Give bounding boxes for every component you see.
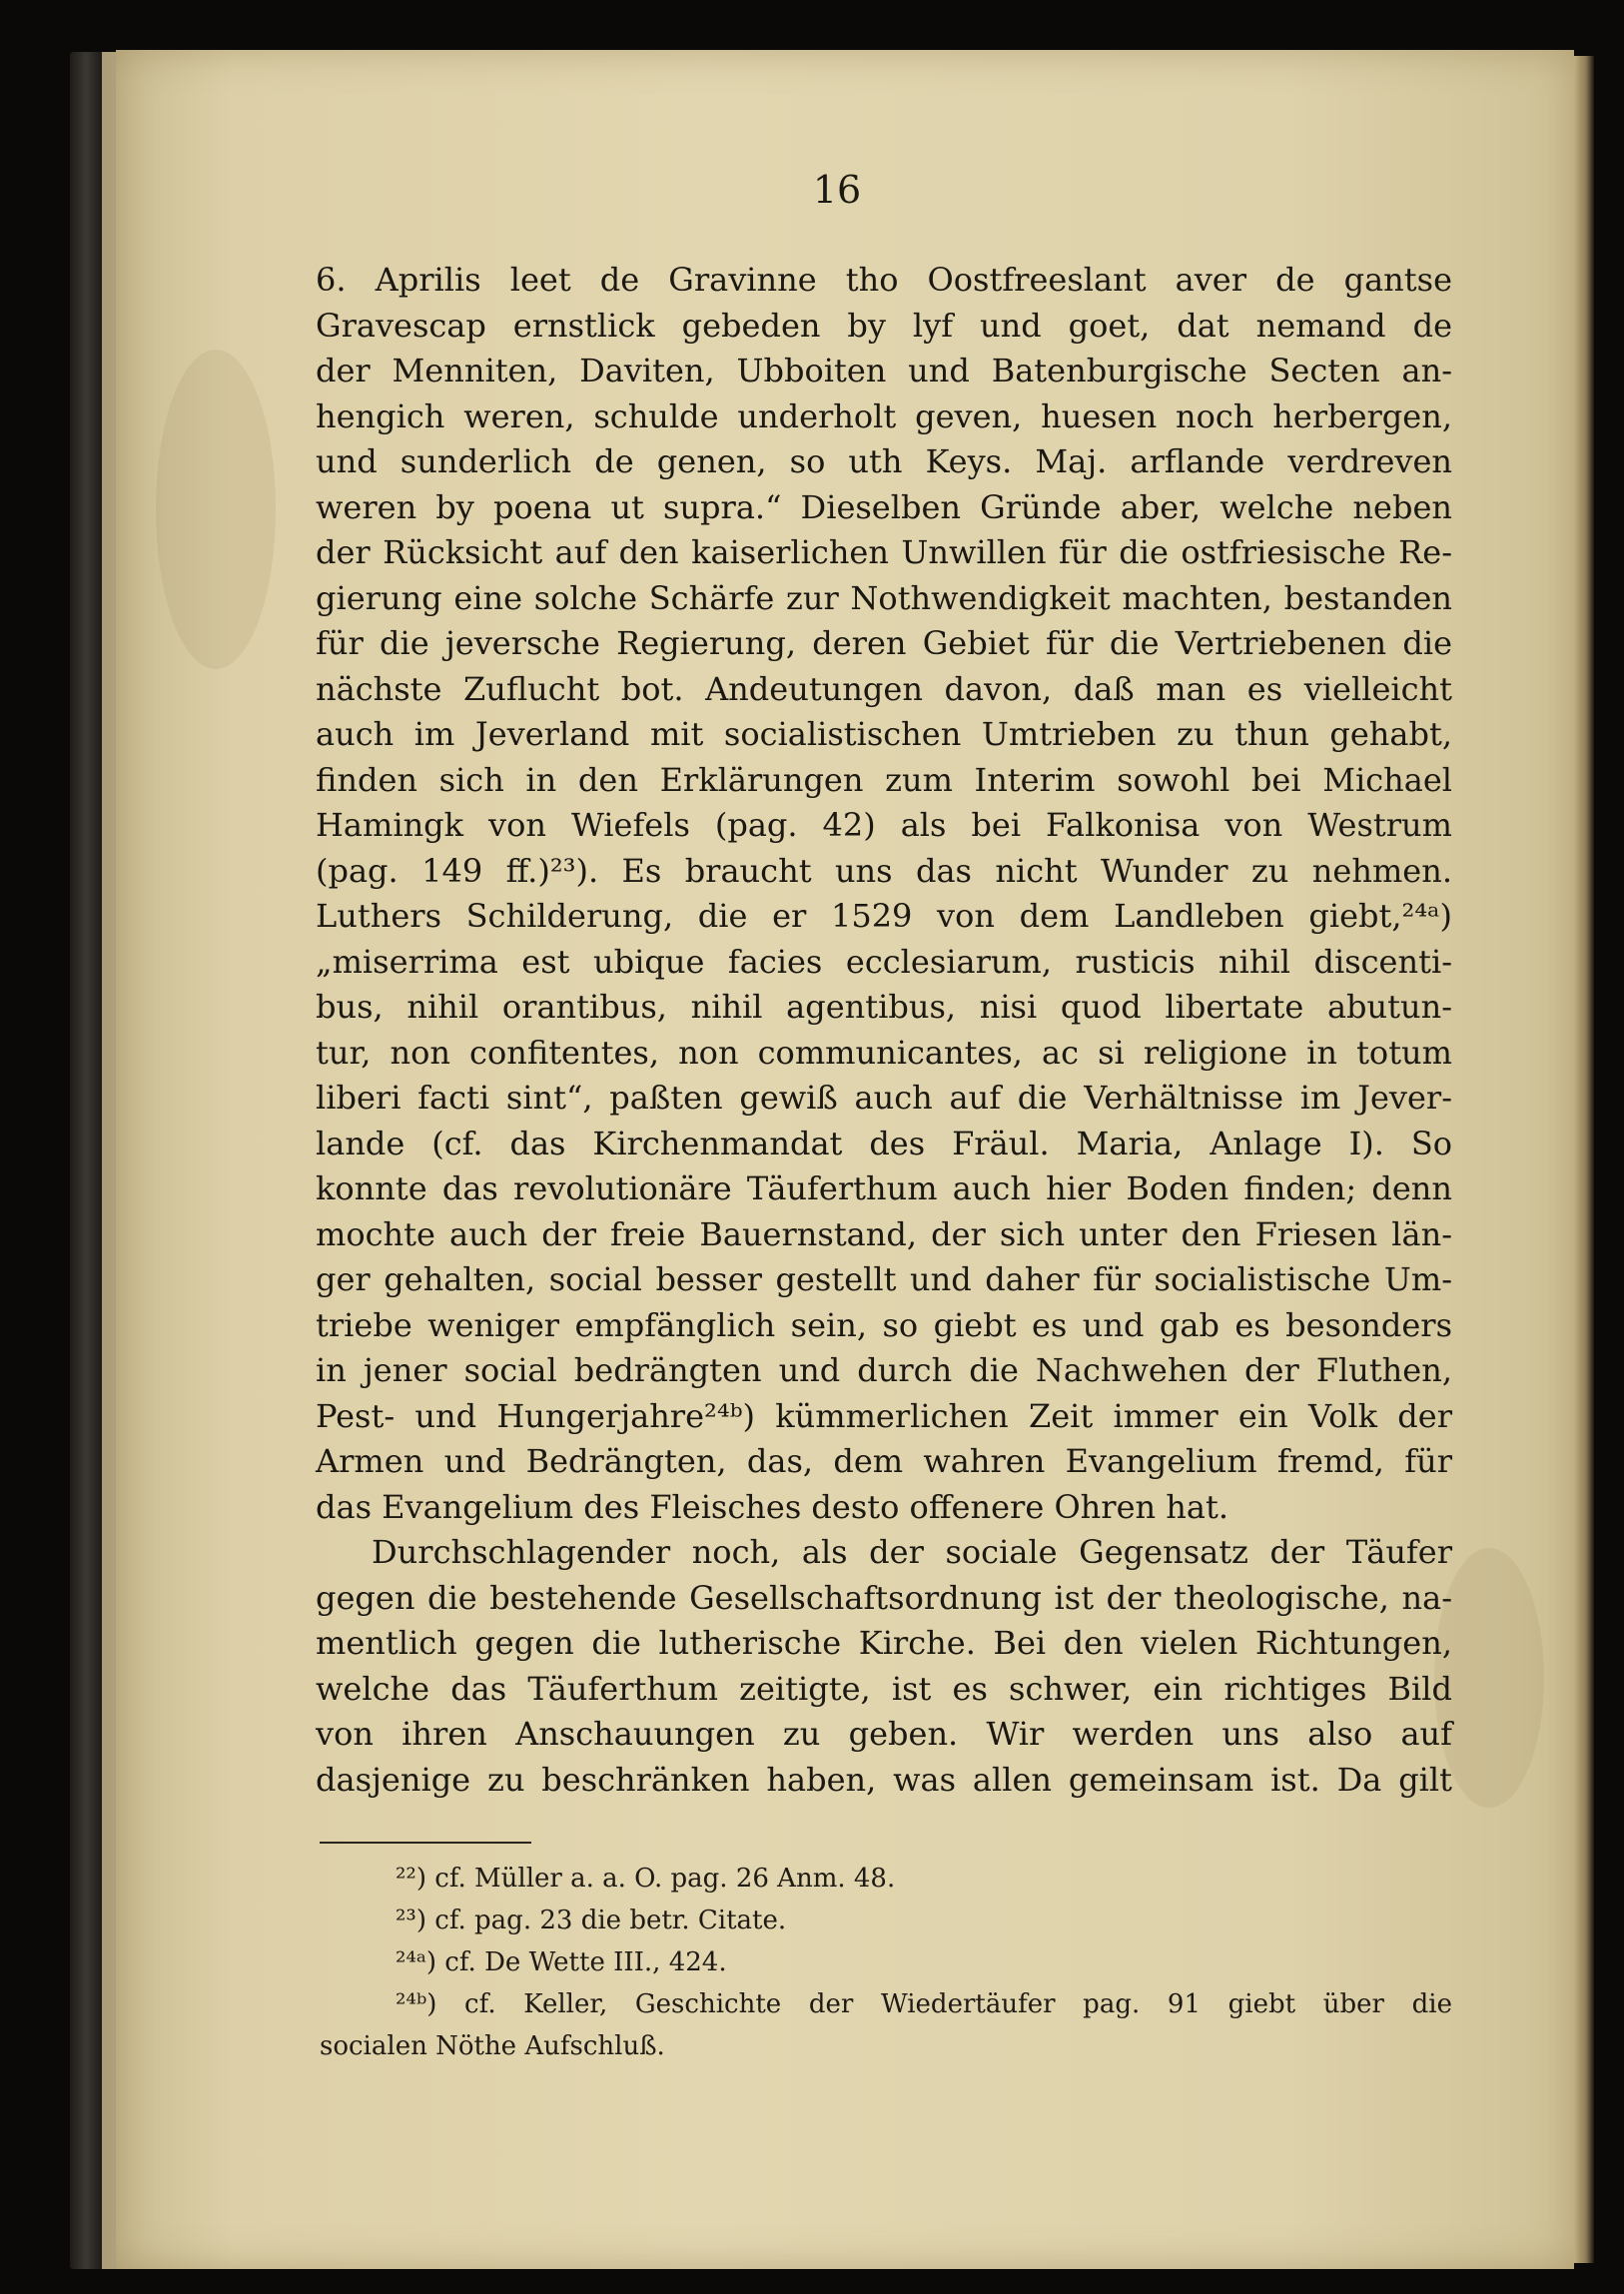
- body-text: [316, 258, 1452, 1803]
- text-line: in jener social bedrängten und durch die Nachwehen der Fluthen,: [316, 1351, 1452, 1389]
- text-line: der Menniten, Daviten, Ubboiten und Batenburgische Secten an-: [316, 352, 1452, 389]
- text-line: Luthers Schilderung, die er 1529 von dem Landleben giebt,²⁴ᵃ): [316, 897, 1452, 935]
- text-line: gegen die bestehende Gesellschaftsordnung ist der theologische, na-: [316, 1578, 1452, 1617]
- footnote: ²²) cf. Müller a. a. O. pag. 26 Anm. 48.: [396, 1864, 896, 1894]
- footnote-continuation: socialen Nöthe Aufschluß.: [320, 2031, 665, 2061]
- text-line: Pest- und Hungerjahre²⁴ᵇ) kümmerlichen Zeit immer ein Volk der: [316, 1396, 1452, 1435]
- text-line: „miserrima est ubique facies ecclesiarum, rusticis nihil discenti-: [316, 942, 1452, 981]
- text-line: für die jeversche Regierung, deren Gebiet für die Vertriebenen die: [316, 624, 1452, 662]
- text-line: mochte auch der freie Bauernstand, der sich unter den Friesen län-: [316, 1214, 1452, 1253]
- text-line: dasjenige zu beschränken haben, was allen gemeinsam ist. Da gilt: [316, 1760, 1452, 1799]
- text-line: 6. Aprilis leet de Gravinne tho Oostfreeslant aver de gantse: [316, 261, 1452, 299]
- paper-stain: [156, 350, 276, 669]
- paragraph-end-line: das Evangelium des Fleisches desto offenere Ohren hat.: [316, 1487, 1229, 1526]
- paragraph-start-line: Durchschlagender noch, als der sociale Gegensatz der Täufer: [372, 1533, 1452, 1571]
- text-line: von ihren Anschauungen zu geben. Wir werden uns also auf: [316, 1715, 1452, 1753]
- text-line: finden sich in den Erklärungen zum Interim sowohl bei Michael: [316, 760, 1452, 799]
- text-line: (pag. 149 ff.)²³). Es braucht uns das nicht Wunder zu nehmen.: [316, 851, 1452, 890]
- text-line: triebe weniger empfänglich sein, so giebt es und gab es besonders: [316, 1305, 1452, 1344]
- footnotes: [320, 1858, 1452, 2067]
- text-line: lande (cf. das Kirchenmandat des Fräul. Maria, Anlage I). So: [316, 1124, 1452, 1162]
- text-line: gierung eine solche Schärfe zur Nothwendigkeit machten, bestanden: [316, 578, 1452, 617]
- text-line: ger gehalten, social besser gestellt und daher für socialistische Um-: [316, 1260, 1452, 1298]
- text-line: nächste Zuflucht bot. Andeutungen davon, daß man es vielleicht: [316, 669, 1452, 708]
- text-line: mentlich gegen die lutherische Kirche. Bei den vielen Richtungen,: [316, 1624, 1452, 1662]
- page-edge: [1574, 56, 1594, 2263]
- text-line: Gravescap ernstlick gebeden by lyf und goet, dat nemand de: [316, 306, 1452, 345]
- text-line: Armen und Bedrängten, das, dem wahren Evangelium fremd, für: [316, 1442, 1452, 1480]
- text-line: hengich weren, schulde underholt geven, huesen noch herbergen,: [316, 396, 1452, 435]
- text-line: auch im Jeverland mit socialistischen Umtrieben zu thun gehabt,: [316, 715, 1452, 753]
- text-line: tur, non confitentes, non communicantes, ac si religione in totum: [316, 1033, 1452, 1072]
- spine-edge: [102, 52, 116, 2269]
- text-line: der Rücksicht auf den kaiserlichen Unwillen für die ostfriesische Re-: [316, 533, 1452, 571]
- text-line: liberi facti sint“, paßten gewiß auch auf die Verhältnisse im Jever-: [316, 1079, 1452, 1117]
- footnote-rule: [320, 1842, 531, 1844]
- text-line: und sunderlich de genen, so uth Keys. Maj. arflande verdreven: [316, 442, 1452, 480]
- text-line: konnte das revolutionäre Täuferthum auch hier Boden finden; denn: [316, 1169, 1452, 1207]
- text-line: weren by poena ut supra.“ Dieselben Gründe aber, welche neben: [316, 487, 1452, 526]
- text-line: welche das Täuferthum zeitigte, ist es schwer, ein richtiges Bild: [316, 1669, 1452, 1708]
- text-line: bus, nihil orantibus, nihil agentibus, nisi quod libertate abutun-: [316, 988, 1452, 1026]
- footnote: ²⁴ᵃ) cf. De Wette III., 424.: [396, 1947, 727, 1977]
- text-line: Hamingk von Wiefels (pag. 42) als bei Falkonisa von Westrum: [316, 806, 1452, 844]
- footnote: ²³) cf. pag. 23 die betr. Citate.: [396, 1906, 787, 1935]
- footnote: ²⁴ᵇ) cf. Keller, Geschichte der Wiedertäufer pag. 91 giebt über die: [396, 1989, 1452, 2019]
- page-number: 16: [812, 168, 862, 212]
